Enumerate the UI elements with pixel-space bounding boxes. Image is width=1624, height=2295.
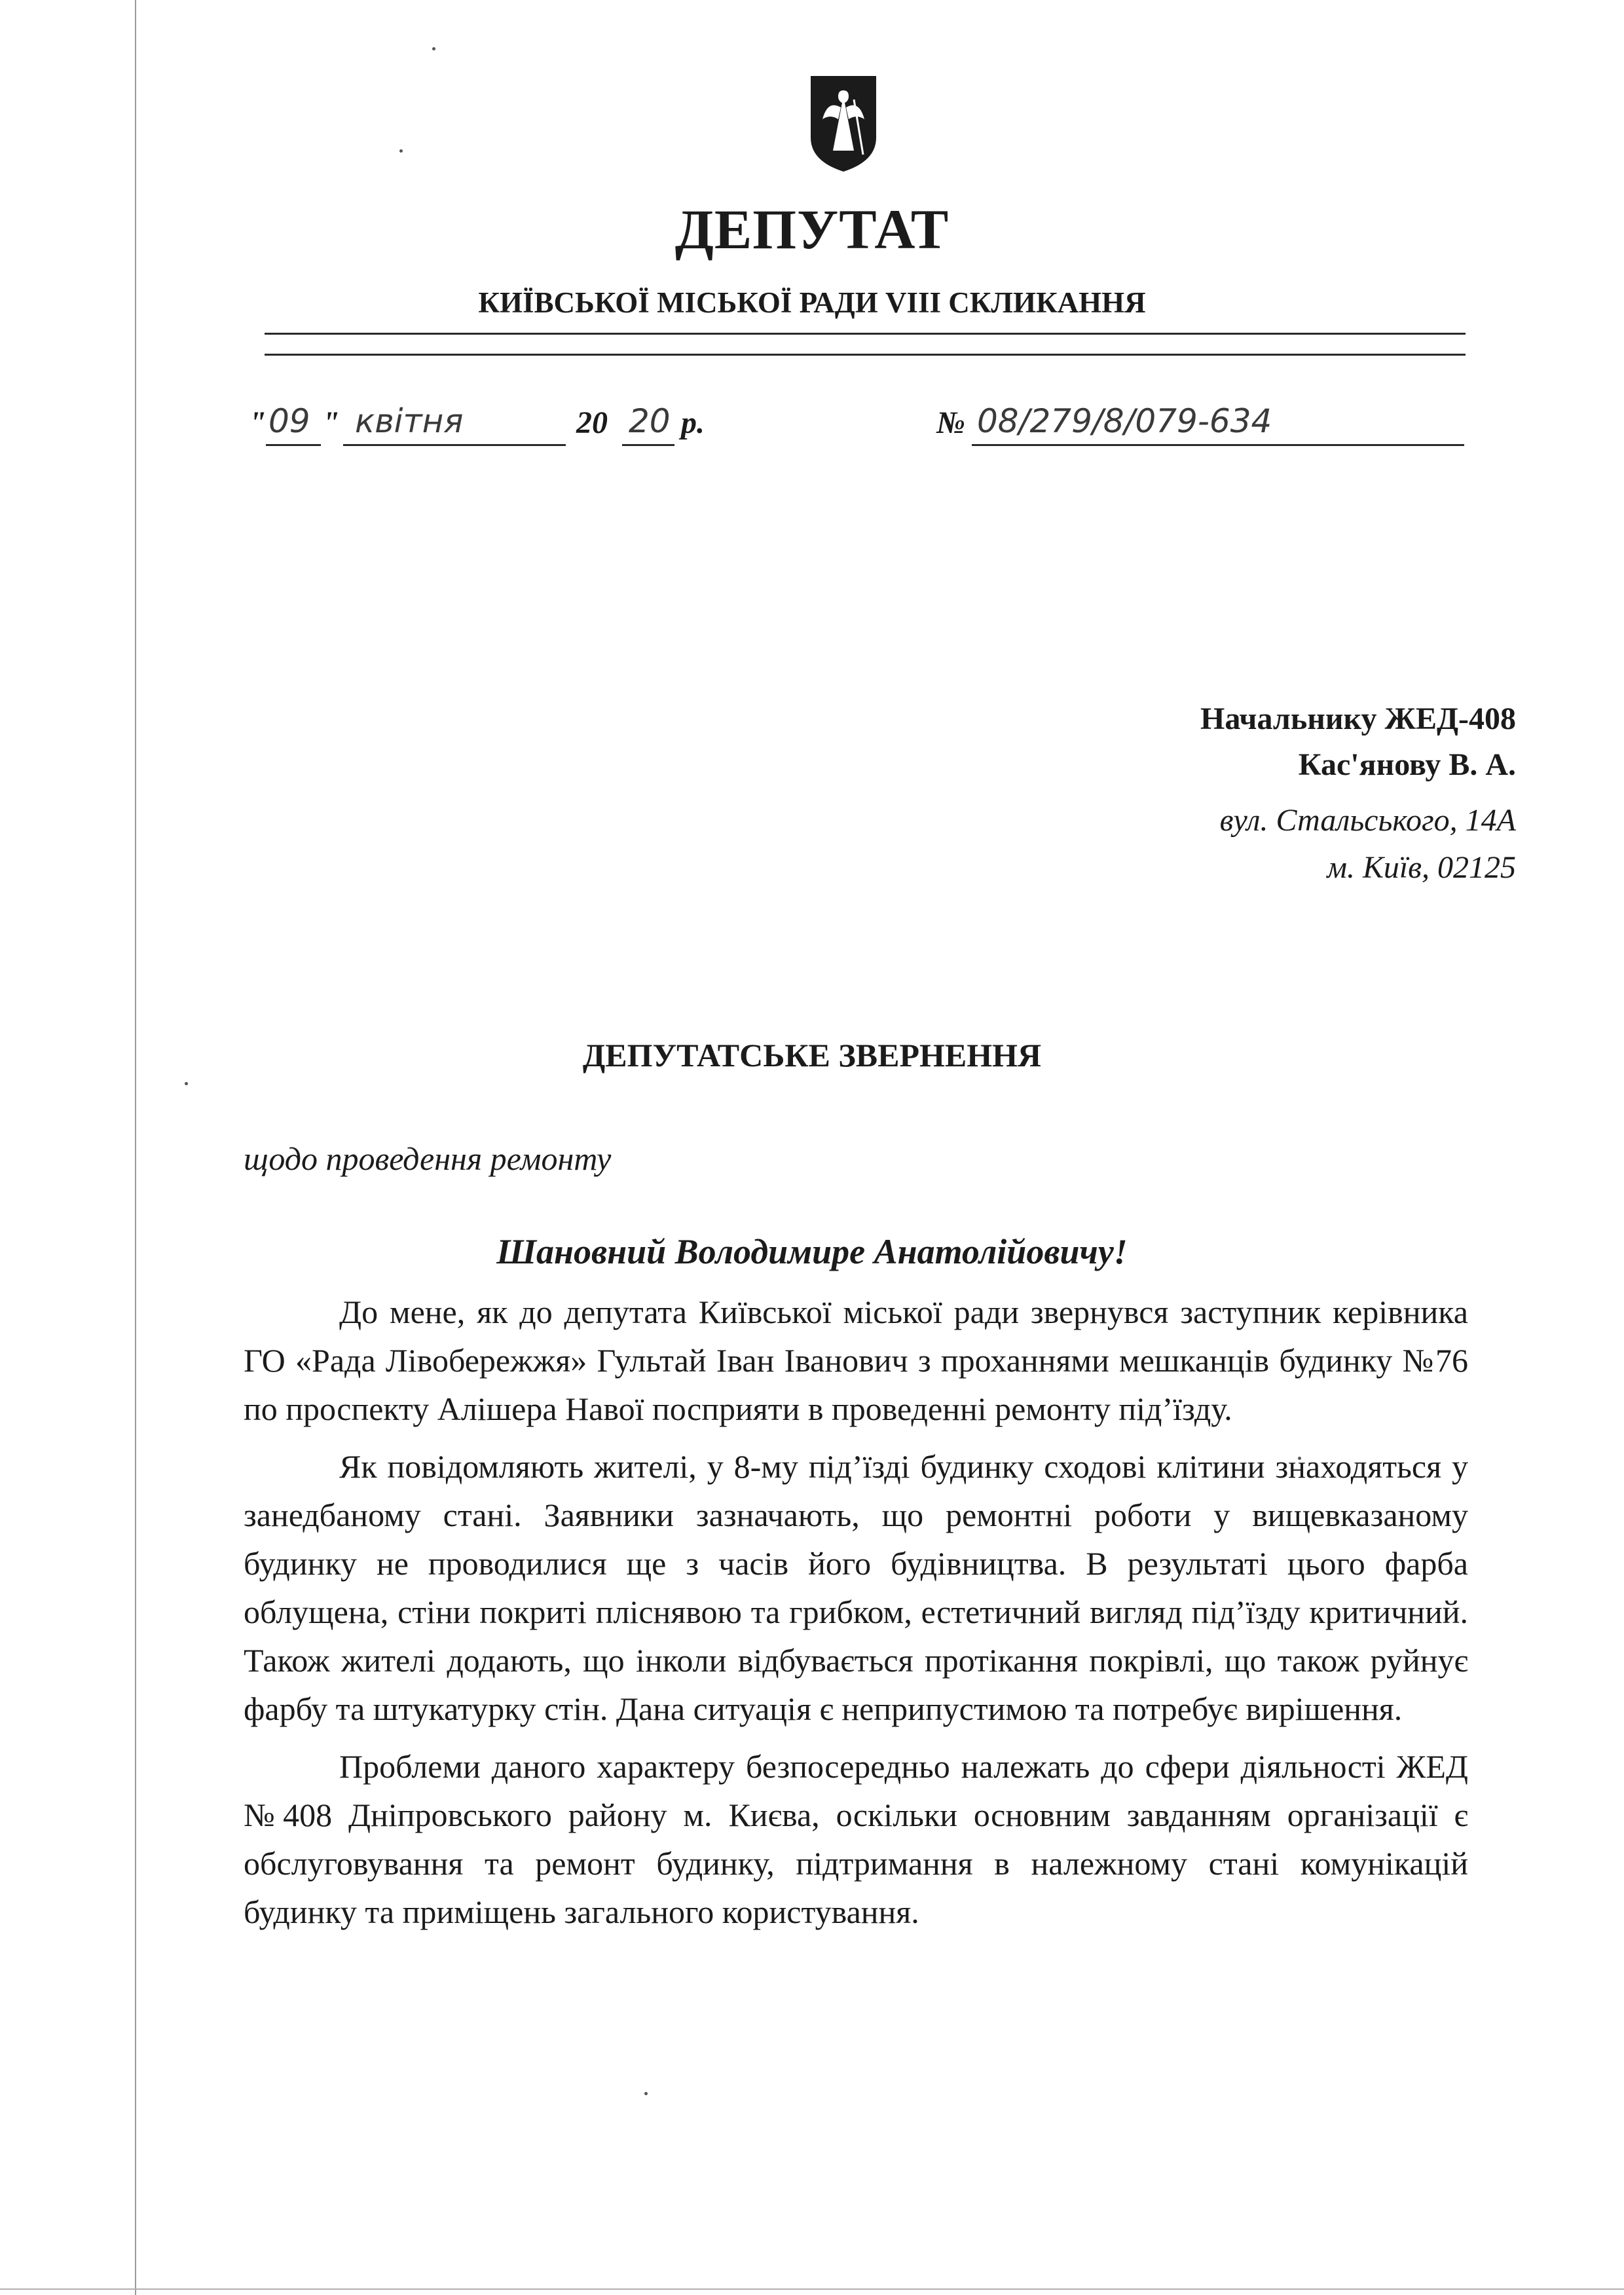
letter-body: [244, 1288, 1468, 1945]
date-and-number-row: " 09 " квітня 20 20 р. № 08/279/8/079-634: [249, 405, 1467, 457]
scan-speck: [185, 1082, 188, 1085]
month-underline: [343, 444, 566, 446]
document-subtitle: КИЇВСЬКОЇ МІСЬКОЇ РАДИ VIII СКЛИКАННЯ: [478, 286, 1146, 319]
addressee-city: м. Київ, 02125: [1327, 850, 1516, 885]
date-year-prefix: 20: [576, 405, 608, 440]
number-underline: [972, 444, 1464, 446]
document-title: ДЕПУТАТ: [674, 198, 950, 261]
scan-speck: [644, 2092, 648, 2095]
addressee-name: Кас'янову В. А.: [1298, 747, 1516, 782]
year-underline: [622, 444, 674, 446]
date-day: 09: [268, 402, 310, 440]
body-paragraph: Проблеми даного характеру безпосередньо належать до сфери діяльності ЖЕД №408 Дніпровського району м. Києва, оскільки основним завданням організації є обслуговування та ремонт будинку, підтримання в належному стані комунікацій будинку та приміщень загального користування.: [244, 1748, 1468, 1930]
date-month: квітня: [355, 402, 464, 440]
date-year-unit: р.: [681, 405, 705, 440]
body-paragraph: Як повідомляють жителі, у 8-му під’їзді будинку сходові клітини знаходяться у занедбаному стані. Заявники зазначають, що ремонтні роботи у вищевказаному будинку не проводилися ще з часів його будівництва. В результаті цього фарба облущена, стіни покриті пліснявою та грибком, естетичний вигляд під’їзду критичний. Також жителі додають, що інколи відбувається протікання покрівлі, що також руйнує фарбу та штукатурку стін. Дана ситуація є неприпустимою та потребує вирішення.: [244, 1448, 1468, 1727]
header-rule-top: [265, 333, 1466, 335]
body-paragraph: До мене, як до депутата Київської міської ради звернувся заступник керівника ГО «Рада Лівобережжя» Гультай Іван Іванович з проханнями мешканців будинку №76 по проспекту Алішера Навої посприяти в проведенні ремонту під’їзду.: [244, 1294, 1468, 1427]
scan-edge-bottom: [0, 2288, 1624, 2290]
date-year-suffix: 20: [629, 402, 671, 440]
greeting: Шановний Володимире Анатолійовичу!: [496, 1232, 1128, 1271]
day-underline: [266, 444, 321, 446]
outgoing-number: 08/279/8/079-634: [977, 402, 1272, 440]
scan-edge-left: [135, 0, 136, 2295]
header-rule-bottom: [265, 354, 1466, 356]
addressee-street: вул. Стальського, 14А: [1219, 803, 1516, 838]
addressee-position: Начальнику ЖЕД-408: [1200, 701, 1516, 736]
appeal-subject: щодо проведення ремонту: [244, 1140, 612, 1177]
kyiv-coat-of-arms-icon: [808, 73, 879, 174]
appeal-heading: ДЕПУТАТСЬКЕ ЗВЕРНЕННЯ: [582, 1037, 1042, 1073]
outgoing-number-label: №: [936, 405, 965, 440]
scan-speck: [432, 47, 435, 50]
scan-speck: [399, 149, 403, 153]
